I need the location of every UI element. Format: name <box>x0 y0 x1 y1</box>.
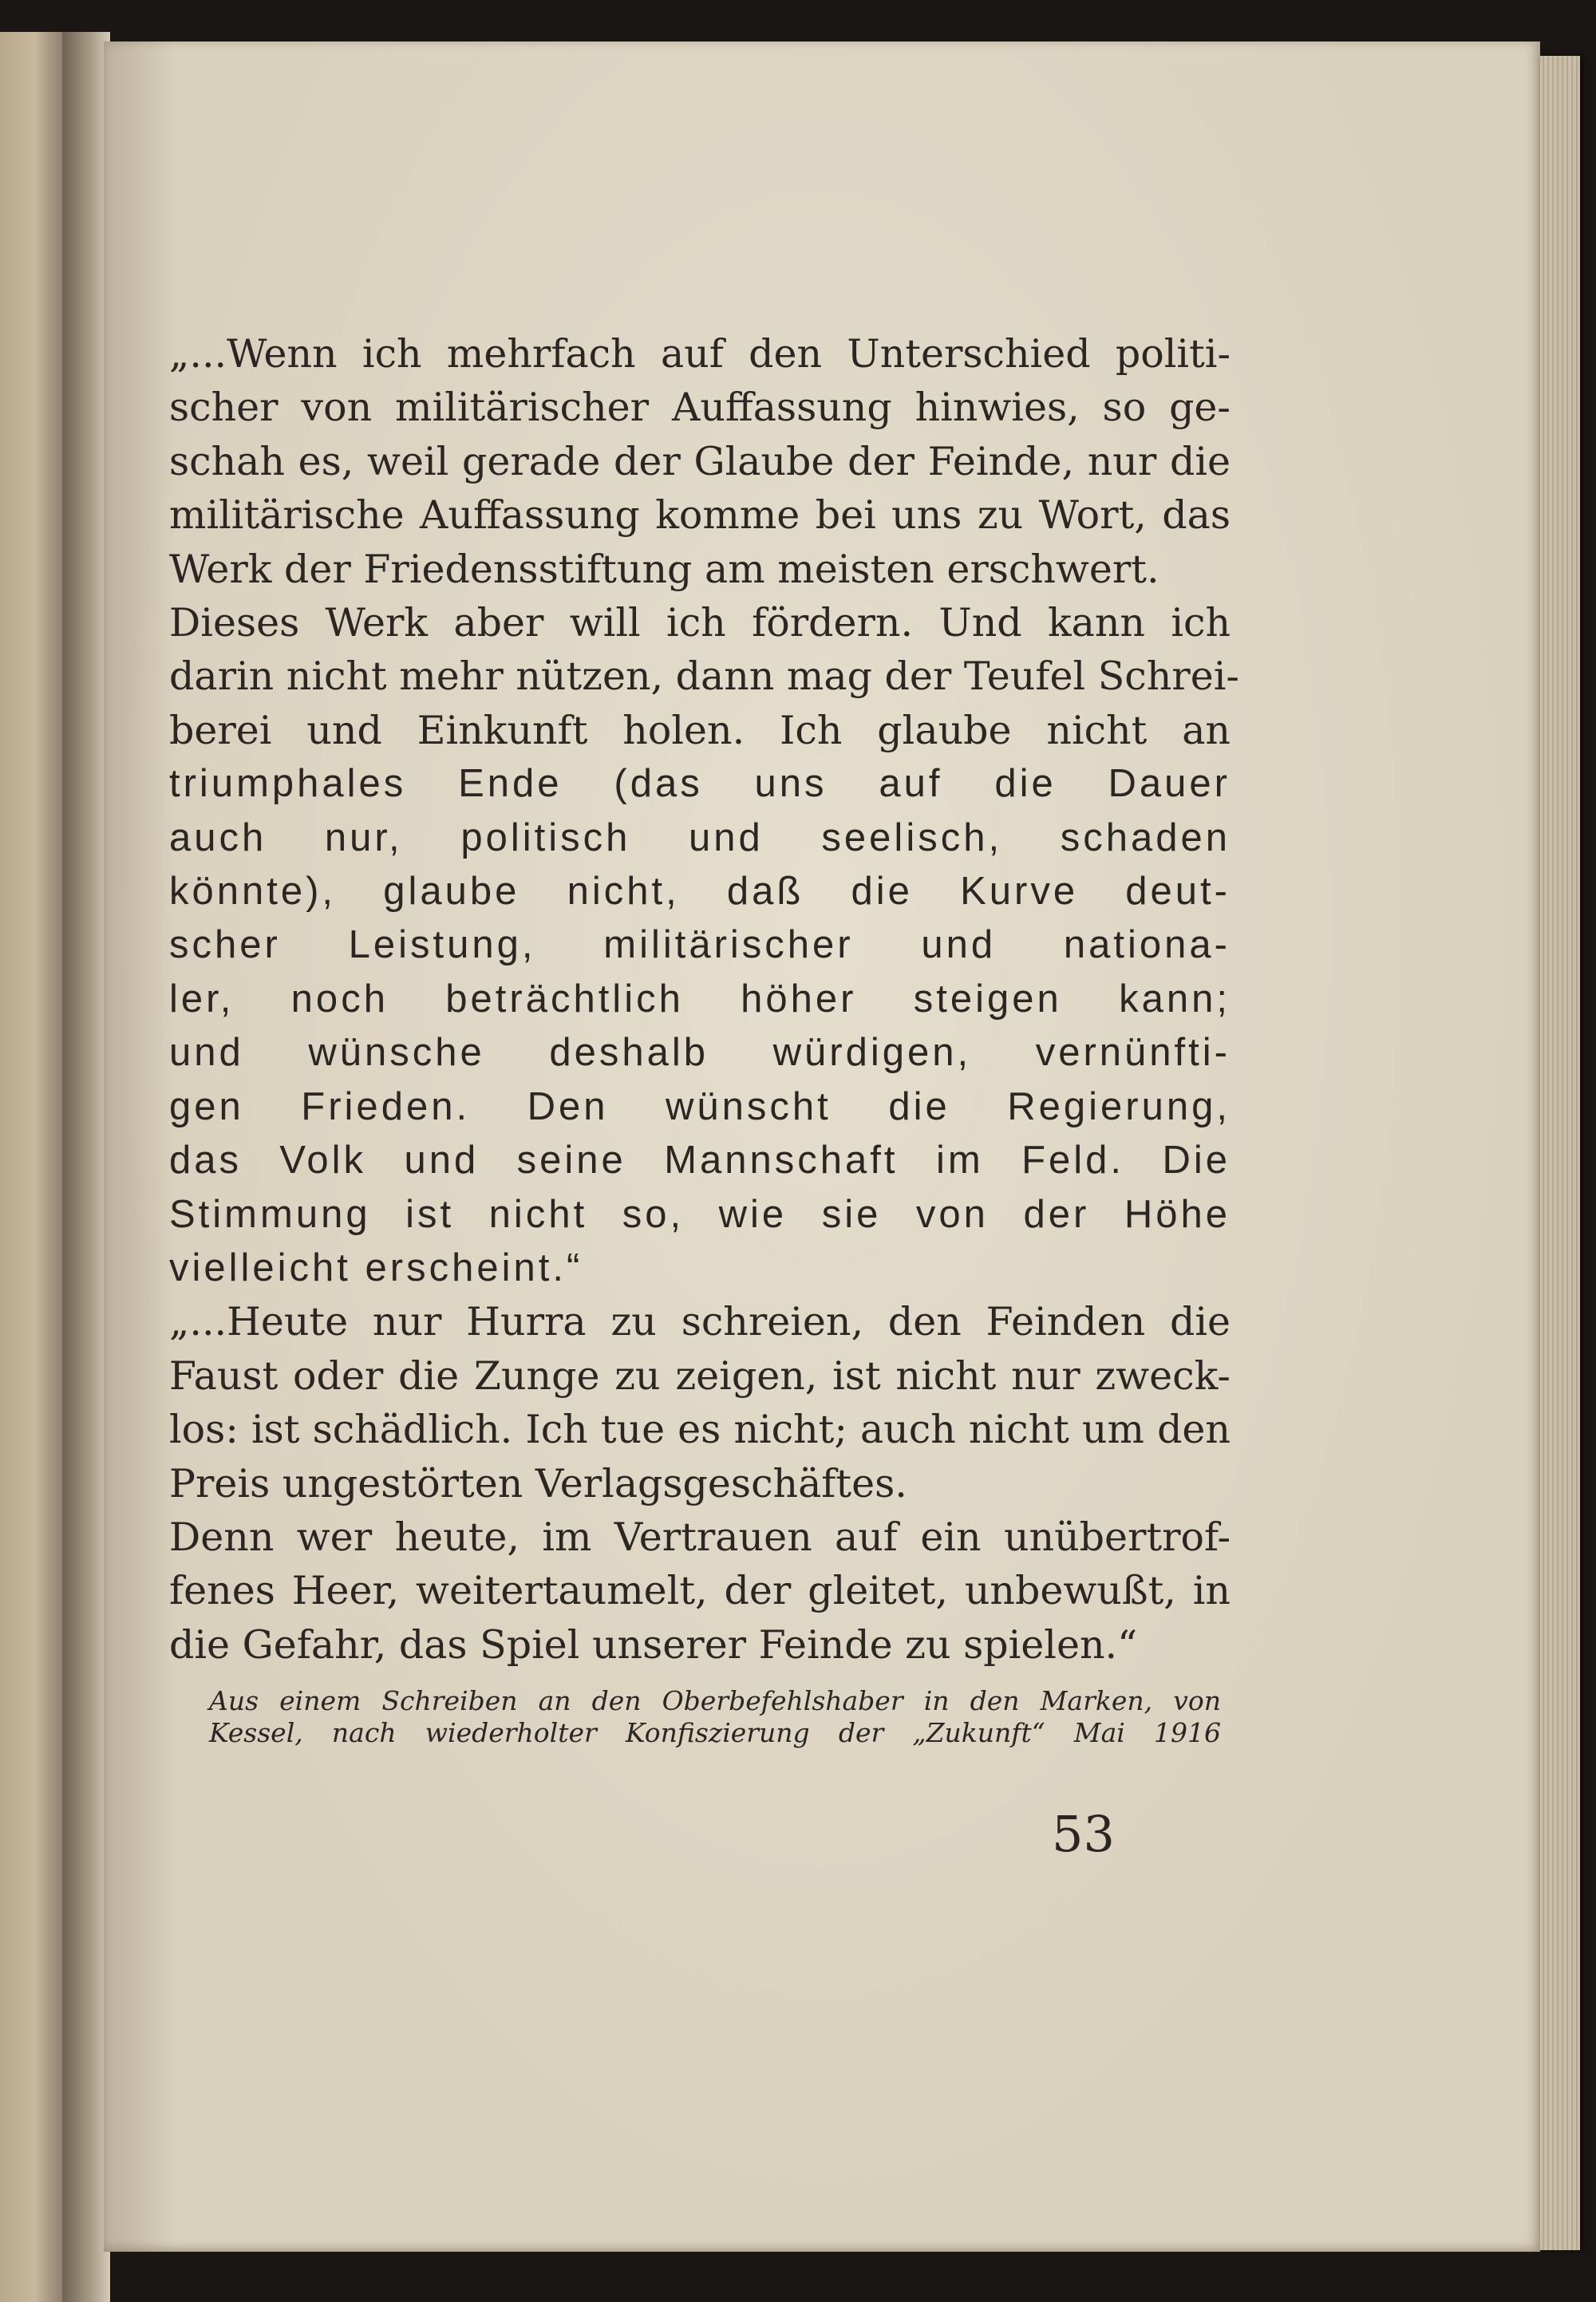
source-caption <box>209 1685 1221 1749</box>
text-line-spaced: ler, noch beträchtlich höher steigen kann; <box>169 977 1231 1021</box>
text-line: die Gefahr, das Spiel unserer Feinde zu spielen.“ <box>169 1621 1138 1668</box>
caption-line: Kessel, nach wiederholter Konfiszierung der „Zukunft“ Mai 1916 <box>209 1717 1221 1748</box>
text-line-spaced: Stimmung ist nicht so, wie sie von der Höhe <box>169 1192 1231 1236</box>
text-line: Faust oder die Zunge zu zeigen, ist nicht nur zweck- <box>169 1352 1231 1399</box>
page-edges <box>1540 56 1580 2250</box>
text-line-spaced: auch nur, politisch und seelisch, schaden <box>169 815 1231 859</box>
text-line: Denn wer heute, im Vertrauen auf ein unübertrof- <box>169 1514 1231 1560</box>
text-line: los: ist schädlich. Ich tue es nicht; auch nicht um den <box>169 1407 1231 1453</box>
text-line-spaced: und wünsche deshalb würdigen, vernünfti- <box>169 1031 1231 1075</box>
facing-page-edge <box>0 32 62 2302</box>
text-line-spaced: triumphales Ende (das uns auf die Dauer <box>169 762 1231 806</box>
text-line: darin nicht mehr nützen, dann mag der Teufel Schrei- <box>169 653 1239 700</box>
body-text <box>169 327 1239 1672</box>
book-gutter <box>62 32 110 2302</box>
text-line: scher von militärischer Auffassung hinwies, so ge- <box>169 385 1231 431</box>
text-line: Dieses Werk aber will ich fördern. Und kann ich <box>169 600 1231 646</box>
text-line: berei und Einkunft holen. Ich glaube nicht an <box>169 707 1231 753</box>
text-line-spaced: gen Frieden. Den wünscht die Regierung, <box>169 1084 1231 1128</box>
caption-line: Aus einem Schreiben an den Oberbefehlshaber in den Marken, von <box>209 1685 1221 1716</box>
text-line: Werk der Friedensstiftung am meisten erschwert. <box>169 546 1159 592</box>
text-line-spaced: vielleicht erscheint.“ <box>169 1246 583 1289</box>
page-number: 53 <box>1052 1805 1115 1863</box>
text-line: „...Wenn ich mehrfach auf den Unterschied politi- <box>169 331 1231 377</box>
text-line: „...Heute nur Hurra zu schreien, den Feinden die <box>169 1299 1231 1345</box>
text-line-spaced: könnte), glaube nicht, daß die Kurve deut- <box>169 870 1231 914</box>
text-line: schah es, weil gerade der Glaube der Feinde, nur die <box>169 438 1231 484</box>
text-line: Preis ungestörten Verlagsgeschäftes. <box>169 1460 907 1506</box>
text-line-spaced: das Volk und seine Mannschaft im Feld. Die <box>169 1139 1231 1183</box>
text-line-spaced: scher Leistung, militärischer und nationa- <box>169 923 1231 967</box>
text-line: militärische Auffassung komme bei uns zu Wort, das <box>169 492 1231 539</box>
text-line: fenes Heer, weitertaumelt, der gleitet, unbewußt, in <box>169 1568 1231 1614</box>
